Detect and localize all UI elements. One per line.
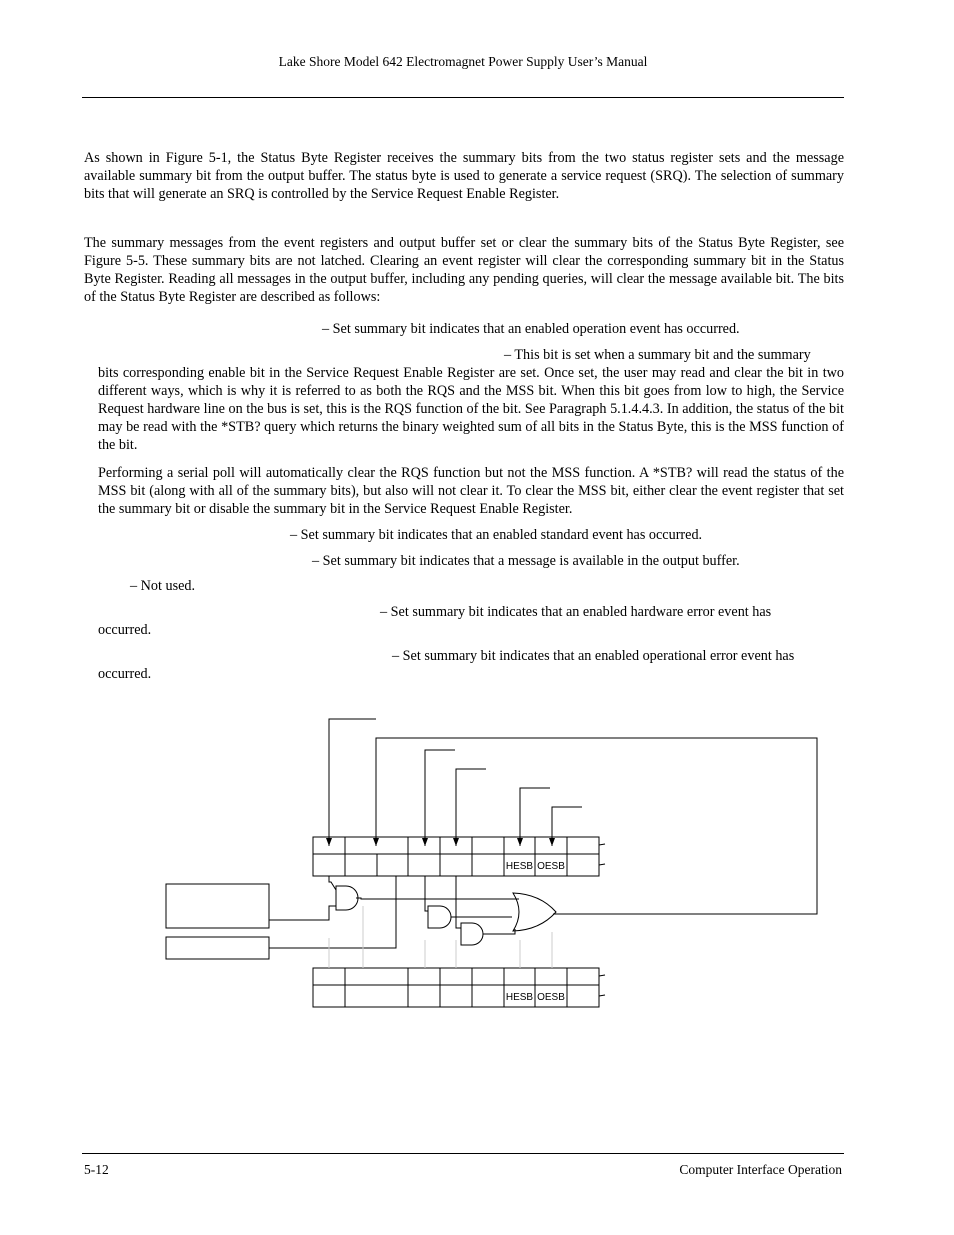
item-esb-description: – Set summary bit indicates that an enabled standard event has occurred. — [290, 527, 703, 543]
and-gate-3 — [461, 923, 483, 945]
item-hesb-description-rest: occurred. — [98, 622, 152, 638]
rqs-line — [269, 876, 396, 948]
paragraph-status-byte-intro: As shown in Figure 5-1, the Status Byte Register receives the summary bits from the two status register sets and the message available summary bit from the output buffer. The status byte is used to generate a service request (SRQ). The selection of summary bits that will generate an SRQ is controlled by the Service Request Enable Register. — [84, 150, 844, 202]
item-mav-description: – Set summary bit indicates that a message is available in the output buffer. — [312, 553, 740, 569]
arrowhead — [517, 838, 523, 846]
item-rqs-description-first: – This bit is set when a summary bit and the summary — [504, 347, 811, 363]
item-rqs-description-rest: bits corresponding enable bit in the Service Request Enable Register are set. Once set, the user may read and clear the bit in two different ways, which is why it is referred to as both the RQS and the MSS bit. When this bit goes from low to high, the Service Request hardware line on the bus is set, this is the RQS function of the bit. See Paragraph 5.1.4.4.3. In addition, the status of the bit may be read with the *STB? query which returns the binary weighted sum of all bits in the Status Byte, this is the MSS function of the bit. — [98, 365, 844, 453]
page-number: 5-12 — [84, 1162, 109, 1177]
running-header: Lake Shore Model 642 Electromagnet Power Supply User’s Manual — [278, 54, 648, 69]
item-oesb-description-first: – Set summary bit indicates that an enabled operational error event has — [392, 648, 795, 664]
output-queue-box — [166, 884, 269, 928]
item-hesb-description-first: – Set summary bit indicates that an enabled hardware error event has — [380, 604, 772, 620]
esb-output-line — [425, 750, 455, 846]
arrowhead — [326, 838, 332, 846]
paragraph-serial-poll: Performing a serial poll will automatically clear the RQS function but not the MSS function. A *STB? will read the status of the MSS bit (along with all of the summary bits), but also will not clear it. To clear the MSS bit, either clear the event register that set the summary bit or disable the summary bit in the Service Request Enable Register. — [98, 465, 844, 517]
arrowhead — [453, 838, 459, 846]
footer-rule — [82, 1153, 844, 1154]
item-not-used-description: – Not used. — [130, 578, 196, 594]
arrowhead — [422, 838, 428, 846]
rqs-feedback-line — [376, 738, 817, 914]
item-oesb-description-rest: occurred. — [98, 666, 152, 682]
and-gate-3-output — [483, 929, 515, 934]
srq-line — [269, 906, 336, 920]
and-gate-1-output — [356, 898, 519, 899]
section-name: Computer Interface Operation — [679, 1162, 842, 1177]
or-gate — [513, 893, 556, 931]
paragraph-summary-messages: The summary messages from the event registers and output buffer set or clear the summary bits of the Status Byte Register, see Figure 5-5. These summary bits are not latched. Clearing an event register will clear the corresponding summary bit in the Status Byte Register. Reading all messages in the output buffer, including any pending queries, will clear the message available bit. The bits of the Status Byte Register are described as follows: — [84, 235, 844, 305]
mav-output-line — [456, 769, 486, 846]
arrowhead — [373, 838, 379, 846]
item-osb-description: – Set summary bit indicates that an enabled operation event has occurred. — [322, 321, 740, 337]
sbr-oesb-label: OESB — [537, 861, 565, 872]
srer-hesb-label: HESB — [505, 992, 534, 1003]
osb-output-line — [329, 719, 376, 846]
and-gate-1 — [336, 886, 358, 910]
service-request-generation-box — [166, 937, 269, 959]
sbr-hesb-label: HESB — [505, 861, 534, 872]
srer-oesb-label: OESB — [537, 992, 565, 1003]
and-gate-2 — [428, 906, 451, 928]
arrowhead — [549, 838, 555, 846]
